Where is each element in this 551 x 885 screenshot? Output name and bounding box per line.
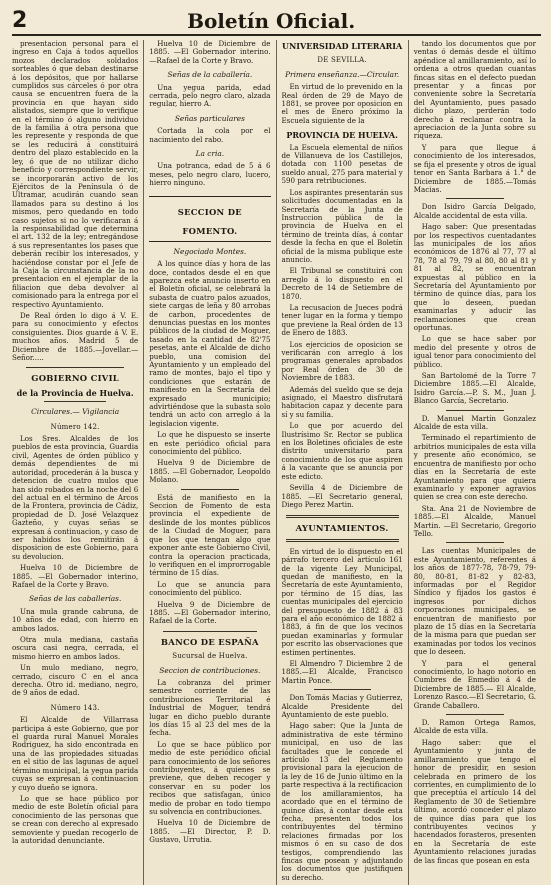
subheading: La cria. [195, 149, 225, 159]
subheading: Señas de la caballería. [167, 70, 253, 80]
paragraph: Un mulo mediano, negro, cerrado, ciscuro C en el anca derecha. Otro id. mediano, negro, de 9 años de edad. [12, 663, 139, 698]
paragraph: Hago saber: que el Ayuntamiento y junta de amillaramiento que tengo el honor de presidir, en sesion celebrada en primero de los corrientes, en cumplimiento de lo que preceptúa el artículo 14 del Reglamento de 30 de Setiembre último, acordó conceder el plazo de quince días para que los contribuyentes vecinos y hacendados forasteros, presenten en la Secretaría de este Ayuntamiento relaciones juradas de las fincas que posean en esta [413, 737, 536, 865]
divider [26, 367, 124, 368]
paragraph: De Real órden lo digo á V. E. para su conocimiento y efectos consiguientes. Dios guarde á V. E. muchos años. Madrid 5 de Diciembre de 1885.—Jovellar.—Señor..... [12, 311, 139, 363]
paragraph: Una mula grande cabruna, de 10 años de edad, con hierro en ambos lados. [12, 606, 139, 633]
subheading: Primera enseñanza.—Circular. [285, 69, 400, 79]
subheading: Señas particulares [174, 113, 245, 123]
section-title: GOBIERNO CIVIL [31, 373, 119, 384]
paragraph: Lo que se hace público por medio de este Boletín oficial para conocimiento de las personas que se crean con derecho al expresado semoviente y puedan recogerlo de la autoridad denunciante. [12, 793, 139, 845]
paragraph: Huelva 9 de Diciembre de 1885. —El Gobernador, Leopoldo Molano. [149, 458, 271, 485]
paragraph: Lo que he dispuesto se inserte en este periódico oficial para conocimiento del público. [149, 430, 271, 457]
section-title-box [149, 196, 270, 242]
paragraph: La Escuela elemental de niños de Villanueva de los Castillejos, dotada con 1100 pesetas de sueldo anual, 275 para material y 590 para retribuciones. [281, 142, 403, 186]
text-columns [12, 39, 541, 882]
divider [286, 515, 399, 518]
paragraph: Hago saber: Que la Junta de administrativa de este término municipal, en uso de las facultades que le concede el artículo 13 del Reglamento provisional para la ejecucion de la ley de 16 de Junio último en la parte respectiva á la rectificacion de los amillaramientos, ha acordado que en el término de quince días, á contar desde esta fecha, presenten todos los contribuyentes del término relaciones firmadas por los mismos ó en su caso de dos testigos, comprendiendo las fincas que posean y adjuntando los documentos que justifiquen su derecho. [281, 721, 403, 882]
section-title: AYUNTAMIENTOS. [295, 523, 389, 534]
column-1 [12, 40, 144, 885]
paragraph: tando los documentos que por ventas ó demás desde el último apéndice al amillaramiento, así lo ordena a otros quedan cuantas fincas sitas en el defecto puedan presentar y a fincas por conveniente sobre la Secretaría del Ayuntamiento, pues pasado dicho plazo, perderán todo derecho á reclamar contra la apreciacion de la Junta sobre su riqueza. [413, 39, 536, 141]
masthead [12, 6, 541, 36]
divider [286, 539, 399, 542]
newspaper-title: Boletín Oficial. [187, 9, 356, 33]
paragraph: A los quince días y hora de las doce, contados desde el en que aparezca este anuncio inserto en el Boletín oficial, se celebrará la subasta de cuatro palos azuados, siete cargas de leña y 80 arrobas de carbon, procedentes de denuncias puestas en los montes públicos de la ciudad de Moguer, tasado en la cantidad de 82'75 pesetas, ante el Alcalde de dicho pueblo, una comision del Ayuntamiento y un empleado del ramo de montes, bajo el tipo y condiciones que estarán de manifiesto en la Secretaría del expresado municipio; advirtiéndose que la subasta solo tendrá un acto con arreglo á la legislacion vigente. [149, 259, 271, 428]
paragraph: Huelva 10 de Diciembre de 1885. —El Director, P. D. Gustavo, Urrutia. [149, 818, 271, 845]
subheading: Seccion de contribuciones. [159, 665, 261, 675]
paragraph: La cobranza del primer semestre corriente de las contribuciones Territorial é Industrial de Moguer, tendrá lugar en dicho pueblo durante los días 15 al 23 del mes de la fecha. [149, 677, 271, 738]
paragraph: Los Sres. Alcaldes de los pueblos de esta provincia, Guardia civil, Agentes de órden público y demás dependientes de mi autoridad, procederán á la busca y detencion de cuatro mulos que han sido robados en la noche del 6 del actual en el término de Arcos de la Frontera, provincia de Cádiz, propiedad de D. José Velazquez Gazteño, y cuyas señas se expresan á continuacion, y caso de ser habidos los remitirán á disposicion de este Gobierno, para su devolucion. [12, 434, 139, 561]
column-2 [144, 40, 276, 885]
paragraph: Otra mula mediana, castaña oscura casi negra, cerrada, el mismo hierro en ambos lados. [12, 635, 139, 661]
paragraph: presentacion personal para el ingreso en Caja á todos aquellos mozos declarados soldados sorteables ó que deban destinarse á los depósitos, que por hallarse cumplidos sus cárceles ó por otra causa se encuentren fuera de la provincia en que hayan sido alistados, siempre que lo verifique en el término ó alguno individuo de la familia á otra persona que les represente y responda de que se les reducirá á constituirá dentro del plazo establecido en la ley, ó que de no utilizar dicho beneficio y correspondiente servir, se incorporarán activo de los Ejércitos de la Península ó de Ultramar, acudirán cuando sean llamados para su destino á los mismos, pero quedando en todo caso sujetos si no lo verificaran á la responsabilidad que determina el art. 132 de la ley; entregándose á sus representantes los pases que deberán recibir los interesados, y haciéndose constar por el Jefe de la Caja la circunstancia de la no presentacion en el ejemplar de la filiacion que deba devolver al comisionado para la entrega por el respectivo Ayuntamiento. [12, 39, 139, 309]
page-number: 2 [12, 8, 28, 33]
paragraph: En virtud de lo prevenido en la Real órden de 29 de Mayo de 1881, se provee por oposicion en el mes de Enero próximo la Escuela siguiente de la [281, 82, 403, 125]
paragraph: Lo que por acuerdo del Ilustrísimo Sr. Rector se publica en los Boletines oficiales de este distrito universitario para conocimiento de los que aspiren á la vacante que se anuncia por este edicto. [281, 421, 403, 481]
paragraph: Además del sueldo que se deja asignado, el Maestro disfrutará habitacion capaz y decente para sí y su familia. [281, 384, 403, 419]
paragraph: Huelva 9 de Diciembre de 1885. —El Gobernador interino, Rafael de la Corte. [149, 599, 271, 626]
paragraph: Terminado el repartimiento de arbitrios municipales de esta villa y presente año económico, se encuentra de manifiesto por ocho días en la Secretaría de este Ayuntamiento para que quiera examinarlo y exponer agravios quien se crea con este derecho. [413, 433, 536, 502]
paragraph: El Alcalde de Villarrasa participa á este Gobierno, que por el guarda rural Manuel Morales Rodriguez, ha sido encontrada en una de las propiedades situadas en el sitio de las lagunas de aquel término municipal, la yegua parida cuyas se expresan á continuacion y cuyo dueño se ignora. [12, 715, 139, 792]
subheading: PROVINCIA DE HUELVA. [286, 130, 398, 141]
column-4 [409, 40, 541, 885]
section-subtitle: DE SEVILLA. [317, 56, 367, 65]
paragraph: Lo que se anuncia para conocimiento del público. [149, 579, 271, 598]
paragraph: San Bartolomé de la Torre 7 Diciembre 1885.—El Alcalde, Isidro García.—P. S. M., Juan J. Blanco García, Secretario. [413, 371, 536, 406]
subheading: Negociado Montes. [173, 246, 247, 256]
section-title: BANCO DE ESPAÑA [160, 636, 259, 647]
subheading: Señas de las caballerías. [28, 594, 122, 604]
divider [446, 198, 504, 199]
column-3 [277, 40, 409, 885]
divider [44, 401, 106, 402]
paragraph: El Tribunal se constituirá con arreglo á lo dispuesto en el Decreto de 14 de Setiembre de 1870. [281, 266, 403, 301]
paragraph: Una yegua parida, edad cerrada, pelo negro claro, alzada regular, hierro A. [149, 82, 271, 109]
section-subtitle: de la Provincia de Huelva. [16, 387, 134, 398]
section-subtitle: Sucursal de Huelva. [172, 652, 248, 661]
paragraph: Huelva 10 de Diciembre de 1885. —El Gobernador interino, Rafael de la Corte y Bravo. [12, 563, 139, 589]
paragraph: Los ejercicios de oposicion se verificarán con arreglo á los programas generales aprobados por Real órden de 30 de Noviembre de 1883. [281, 339, 403, 383]
paragraph: Está de manifiesto en la Seccion de Fomento de esta provincia el expediente de deslinde de los montes públicos de la Ciudad de Moguer, para que los que tengan algo que exponer ante este Gobierno Civil, contra la operacion practicada, lo verifiquen en el improrrogable término de 15 días. [149, 492, 271, 578]
divider [163, 631, 256, 632]
paragraph: D. Manuel Martín Gonzalez Alcalde de esta villa. [413, 413, 536, 432]
number-heading: Número 143. [50, 703, 100, 712]
paragraph: Don Isidro García Delgado, Alcalde accidental de esta villa. [413, 202, 536, 220]
subheading: Circulares.— Vigilancia [31, 407, 120, 417]
paragraph: Sta. Ana 21 de Noviembre de 1885.—El Alcalde, Manuel Martin. —El Secretario, Gregorio Tello. [413, 503, 536, 538]
section-title: SECCION DE FOMENTO. [177, 206, 242, 236]
divider [314, 689, 371, 690]
paragraph: Lo que se hace saber por medio del presente y otros de igual tenor para conocimiento del público. [413, 334, 536, 369]
paragraph: Hago saber: Que presentadas por los respectivos cuentadantes las municipales de los años económicos de 1876 al 77, 77 al 78, 78 al 79, 79 al 80, 80 al 81 y 81 al 82, se encuentran expuestas al público en la Secretaría del Ayuntamiento por término de quince días, para los que lo deseen, puedan examinarlas y aducir las reclamaciones que crean oportunas. [413, 222, 536, 332]
paragraph: Lo que se hace público por medio de este periódico oficial para conocimiento de los señores contribuyentes, á quienes se previene, que deben recoger y conservar en su poder los recibos que satisfagan, único medio de probar en todo tiempo su solvencia en contribuciones. [149, 739, 271, 817]
divider [446, 714, 504, 715]
divider [181, 489, 238, 490]
paragraph: La recusacion de Jueces podrá tener lugar en la forma y tiempo que previene la Real órden de 13 de Enero de 1883. [281, 302, 403, 338]
paragraph: Huelva 10 de Diciembre de 1885. —El Gobernador interino.—Rafael de la Corte y Bravo. [149, 39, 271, 65]
paragraph: Don Tomás Macias y Gutierrez, Alcalde Presidente del Ayuntamiento de este pueblo. [281, 693, 403, 720]
divider [446, 410, 504, 411]
paragraph: Las cuentas Municipales de este Ayuntamiento, referentes á los años de 1877-78, 78-79, 79-80, 80-81, 81-82 y 82-83, informadas por el Regidor Síndico y fijados los gastos é ingresos por dichos corporaciones municipales, se encuentran de manifiesto por plazo de 15 días en la Secretaría de la misma para que puedan ser examinadas por todos los vecinos que lo deseen. [413, 546, 536, 657]
paragraph: Cortada la cola por el nacimiento del rabo. [149, 126, 271, 144]
paragraph: D. Ramon Ortega Ramos, Alcalde de esta villa. [413, 718, 536, 736]
paragraph: Los aspirantes presentarán sus solicitudes documentadas en la Secretaría de la Junta de Instruccion pública de la provincia de Huelva en el término de treinta días, á contar desde la fecha en que el Boletín oficial de la misma publique este anuncio. [281, 187, 403, 264]
paragraph: Sevilla 4 de Diciembre de 1885. —El Secretario general, Diego Perez Martin. [281, 483, 403, 509]
paragraph: En virtud de lo dispuesto en el párrafo tercero del artículo 161 de la vigente Ley Municipal, quedan de manifiesto, en la Secretaría de este Ayuntamiento, por término de 15 días, las cuentas municipales del ejercicio del presupuesto de 1882 á 83 para el año económico de 1882 á 1883, á fin de que los vecinos puedan examinarlas y formular por escrito las observaciones que estimen pertinentes. [281, 546, 403, 657]
paragraph: Y para el general conocimiento, lo hago notorio en Cumbres de Enmedio á 4 de Diciembre de 1885.— El Alcalde, Lorenzo Rasco.—El Secretario, G. Grande Caballero. [413, 658, 536, 710]
number-heading: Número 142. [50, 422, 100, 431]
paragraph: Una potranca, edad de 5 á 6 meses, pelo negro claro, lucero, hierro ninguno. [149, 161, 271, 188]
section-title: UNIVERSIDAD LITERARIA [282, 41, 403, 51]
paragraph: Y para que llegue á conocimiento de los interesados, se fija el presente y otros de igual tenor en Santa Barbara á 1.° de Diciembre de 1885.—Tomás Macias. [413, 142, 536, 194]
divider [446, 542, 504, 543]
paragraph: El Almendro 7 Diciembre 2 de 1885.—El Alcalde, Francisco Martin Ponce. [281, 659, 403, 685]
